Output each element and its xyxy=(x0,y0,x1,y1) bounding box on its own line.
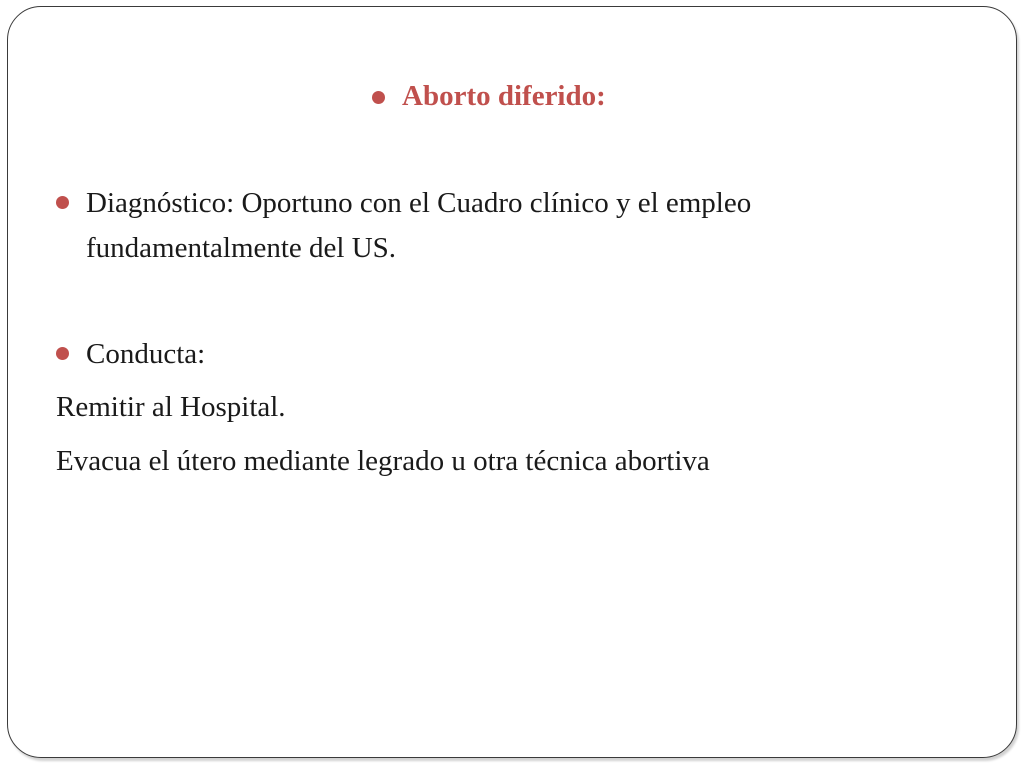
conduct-line-1: Remitir al Hospital. xyxy=(56,391,286,423)
conduct-line-2: Evacua el útero mediante legrado u otra técnica abortiva xyxy=(56,445,710,477)
conduct-bullet-icon xyxy=(56,347,69,360)
diagnosis-line-2: fundamentalmente del US. xyxy=(86,232,397,264)
slide-frame xyxy=(7,6,1017,758)
slide-heading: Aborto diferido: xyxy=(402,80,606,112)
heading-bullet-icon xyxy=(372,91,385,104)
conduct-label: Conducta: xyxy=(86,338,206,370)
diagnosis-line-1: Diagnóstico: Oportuno con el Cuadro clínico y el empleo xyxy=(86,187,752,219)
diagnosis-bullet-icon xyxy=(56,196,69,209)
